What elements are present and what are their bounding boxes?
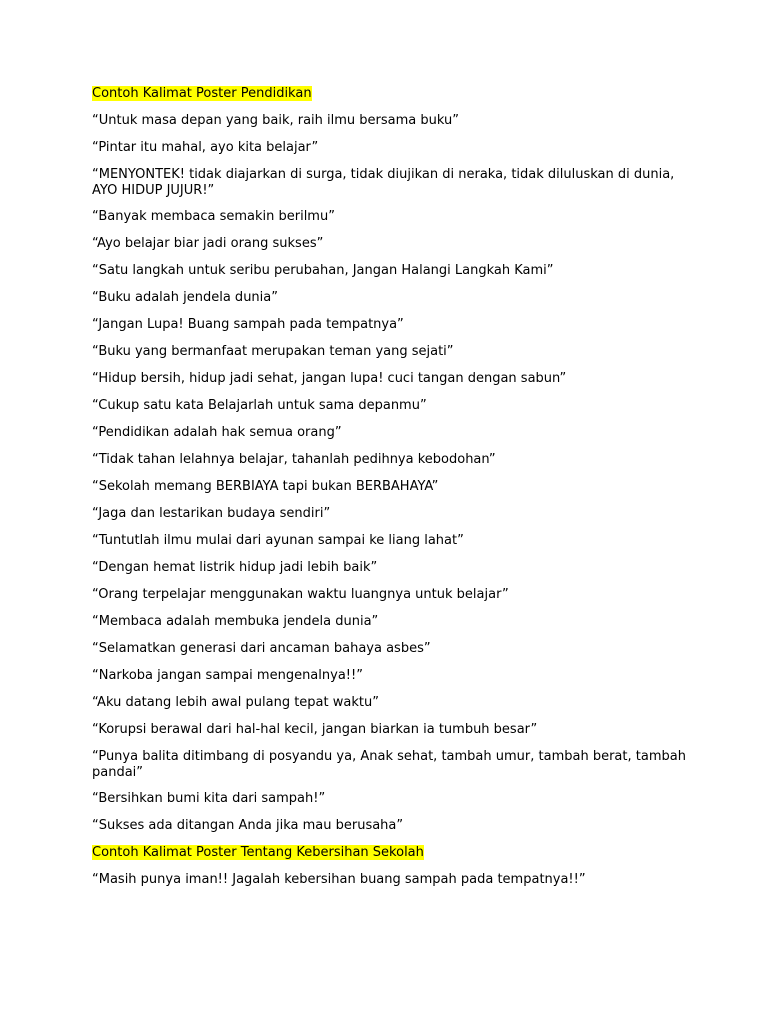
quote-item: “Buku adalah jendela dunia” xyxy=(92,290,278,305)
quote-item: “Tuntutlah ilmu mulai dari ayunan sampai ke liang lahat” xyxy=(92,533,464,548)
quote-item: “Tidak tahan lelahnya belajar, tahanlah pedihnya kebodohan” xyxy=(92,452,496,467)
quote-item: “Punya balita ditimbang di posyandu ya, Anak sehat, tambah umur, tambah berat, tambah pandai” xyxy=(92,749,686,780)
quote-item: “Orang terpelajar menggunakan waktu luangnya untuk belajar” xyxy=(92,587,509,602)
quote-item: “Jangan Lupa! Buang sampah pada tempatnya” xyxy=(92,317,404,332)
quote-item: “Untuk masa depan yang baik, raih ilmu bersama buku” xyxy=(92,113,459,128)
quote-item: “Membaca adalah membuka jendela dunia” xyxy=(92,614,379,629)
section-heading-text: Contoh Kalimat Poster Tentang Kebersihan Sekolah xyxy=(92,845,424,860)
quote-item: “Masih punya iman!! Jagalah kebersihan buang sampah pada tempatnya!!” xyxy=(92,872,586,887)
quote-item: “Jaga dan lestarikan budaya sendiri” xyxy=(92,506,331,521)
section-heading xyxy=(92,86,692,102)
quote-item: “Pendidikan adalah hak semua orang” xyxy=(92,425,342,440)
quote-item: “Cukup satu kata Belajarlah untuk sama depanmu” xyxy=(92,398,427,413)
quote-item: “Selamatkan generasi dari ancaman bahaya asbes” xyxy=(92,641,431,656)
quote-item: “Korupsi berawal dari hal-hal kecil, jangan biarkan ia tumbuh besar” xyxy=(92,722,538,737)
quote-item: “Buku yang bermanfaat merupakan teman yang sejati” xyxy=(92,344,454,359)
quote-item: “Sukses ada ditangan Anda jika mau berusaha” xyxy=(92,818,404,833)
quote-item: “Pintar itu mahal, ayo kita belajar” xyxy=(92,140,319,155)
quote-item: “Satu langkah untuk seribu perubahan, Jangan Halangi Langkah Kami” xyxy=(92,263,554,278)
quote-item: “Narkoba jangan sampai mengenalnya!!” xyxy=(92,668,363,683)
section-heading-text: Contoh Kalimat Poster Pendidikan xyxy=(92,86,312,101)
quote-item: “Aku datang lebih awal pulang tepat waktu” xyxy=(92,695,379,710)
quote-item: “Sekolah memang BERBIAYA tapi bukan BERBAHAYA” xyxy=(92,479,439,494)
quote-item: “Bersihkan bumi kita dari sampah!” xyxy=(92,791,326,806)
section-heading xyxy=(92,845,692,861)
quote-item: “Banyak membaca semakin berilmu” xyxy=(92,209,335,224)
quote-item: “MENYONTEK! tidak diajarkan di surga, tidak diujikan di neraka, tidak diluluskan di dunia, AYO HIDUP JUJUR!” xyxy=(92,167,675,198)
quote-item: “Ayo belajar biar jadi orang sukses” xyxy=(92,236,324,251)
quote-item: “Hidup bersih, hidup jadi sehat, jangan lupa! cuci tangan dengan sabun” xyxy=(92,371,567,386)
document-page xyxy=(92,86,692,899)
quote-item: “Dengan hemat listrik hidup jadi lebih baik” xyxy=(92,560,378,575)
